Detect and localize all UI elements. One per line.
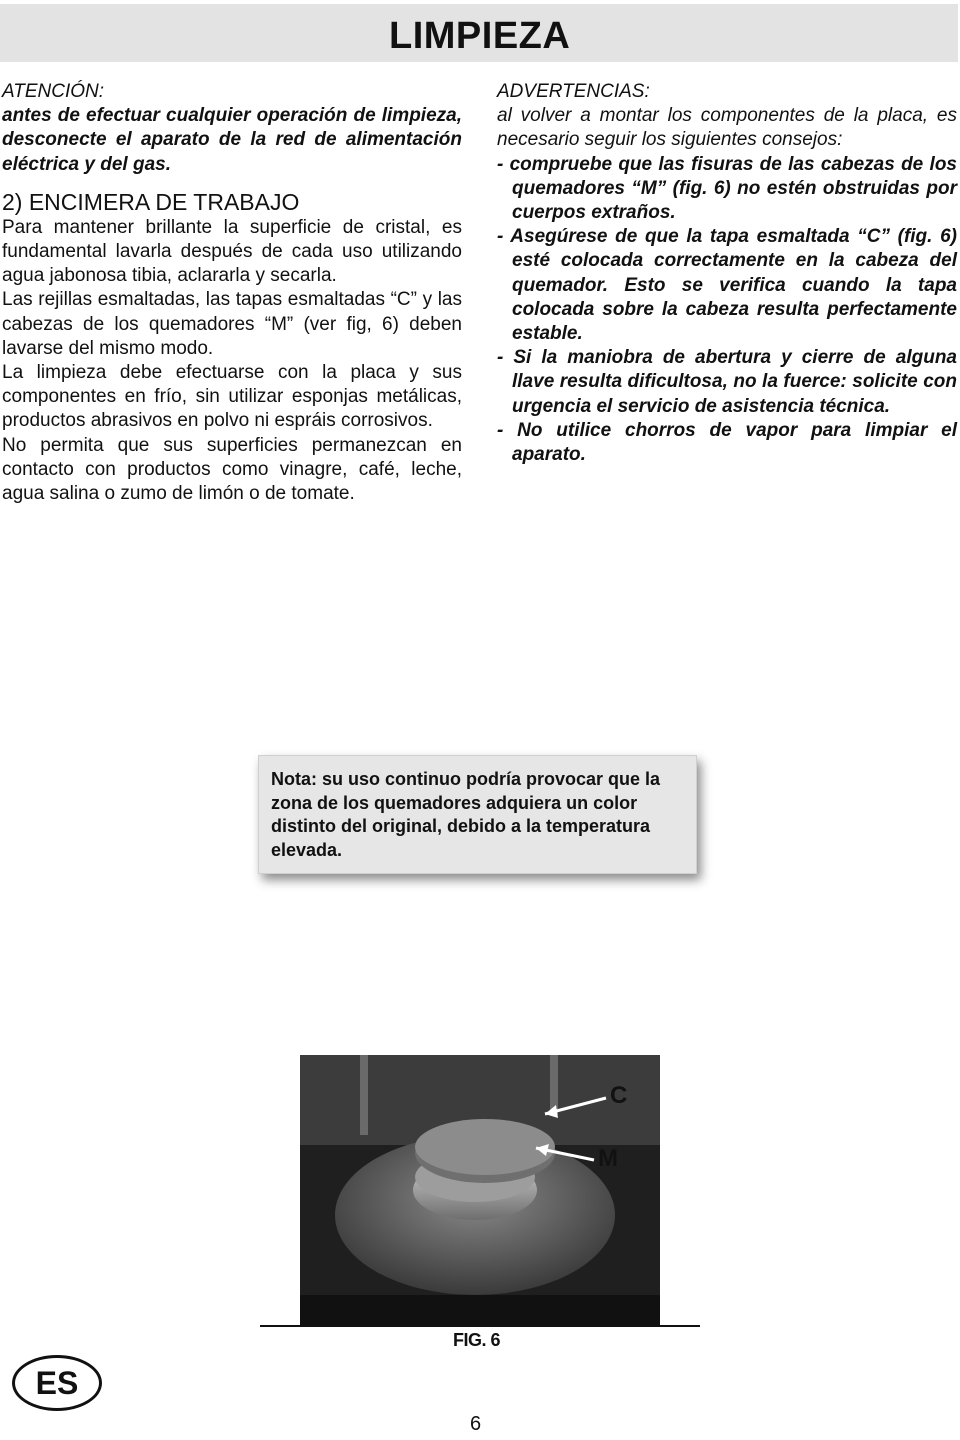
label-c: C xyxy=(610,1082,628,1109)
figure-caption-text: FIG. 6 xyxy=(453,1330,501,1350)
warning-item: - compruebe que las fisuras de las cabezas de los quemadores “M” (fig. 6) no estén obstruidas por cuerpos extraños. xyxy=(497,153,957,224)
right-column xyxy=(497,80,957,467)
label-m: M xyxy=(598,1145,618,1172)
section-title: 2) ENCIMERA DE TRABAJO xyxy=(2,188,300,215)
burner-illustration xyxy=(300,1055,660,1325)
left-column xyxy=(2,80,462,506)
warning-item: - No utilice chorros de vapor para limpiar el aparato. xyxy=(497,419,957,466)
page-title: LIMPIEZA xyxy=(389,15,571,57)
note-text: Nota: su uso continuo podría provocar que la zona de los quemadores adquiera un color distinto del original, debido a la temperatura elevada. xyxy=(271,769,661,860)
language-badge: ES xyxy=(12,1355,102,1411)
paragraph: Para mantener brillante la superficie de cristal, es fundamental lavarla después de cada uso utilizando agua jabonosa tibia, aclararla y secarla. xyxy=(2,216,462,287)
paragraph: La limpieza debe efectuarse con la placa y sus componentes en frío, sin utilizar esponjas metálicas, productos abrasivos en polvo ni espráis corrosivos. xyxy=(2,362,462,432)
warning-item: - Asegúrese de que la tapa esmaltada “C” (fig. 6) esté colocada correctamente en la cabeza del quemador. Esto se verifica cuando la tapa colocada sobre la cabeza resulta perfectamente estable. xyxy=(497,226,957,345)
figure-caption xyxy=(260,1325,700,1357)
attention-title: ATENCIÓN: xyxy=(2,81,105,102)
page-number: 6 xyxy=(470,1413,482,1435)
attention-text: antes de efectuar cualquier operación de limpieza, desconecte el aparato de la red de alimentación eléctrica y del gas. xyxy=(2,105,462,175)
warning-item: - Si la maniobra de abertura y cierre de alguna llave resulta dificultosa, no la fuerce: solicite con urgencia el servicio de asistencia técnica. xyxy=(497,347,957,417)
warnings-intro: al volver a montar los componentes de la placa, es necesario seguir los siguientes consejos: xyxy=(497,105,957,151)
warnings-title: ADVERTENCIAS: xyxy=(497,81,650,102)
paragraph: Las rejillas esmaltadas, las tapas esmaltadas “C” y las cabezas de los quemadores “M” (ver fig, 6) deben lavarse del mismo modo. xyxy=(2,289,462,359)
note-box xyxy=(258,755,697,874)
paragraph: No permita que sus superficies permanezcan en contacto con productos como vinagre, café, leche, agua salina o zumo de limón o de tomate. xyxy=(2,434,462,505)
burner-photo xyxy=(300,1055,660,1325)
